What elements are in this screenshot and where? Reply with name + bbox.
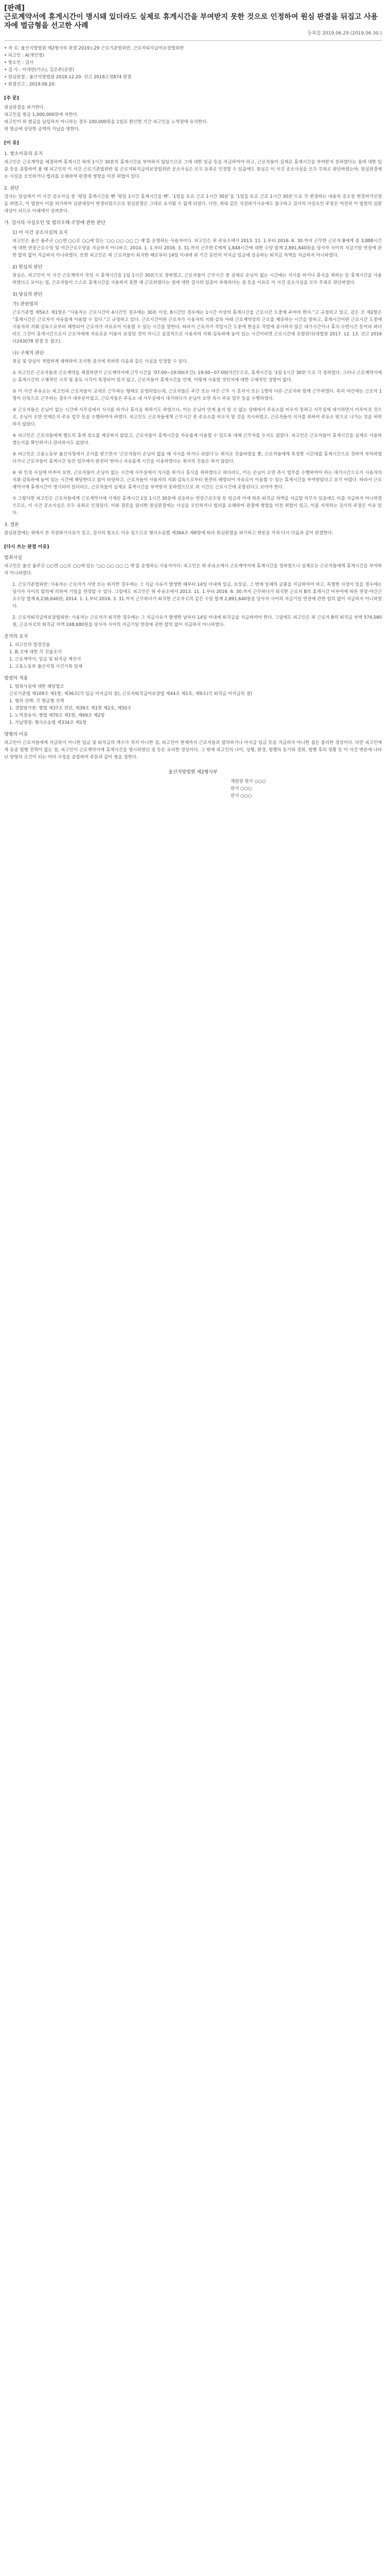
case-meta: [4, 45, 382, 88]
factual-error-heading: 가. 검사의 사실오인 및 법리오해 주장에 관한 판단: [4, 221, 106, 226]
fact-item: ⑦ 그렇다면 피고인은 근로자들에게 근로계약서에 기재된 휴게시간 1일 1시간 30분에 상응하는 연장근로수당 등 임금과 이에 따른 퇴직금 차액을 지급할 의무가 있음에도 이를 지급하지 아니하였으므로, 이 사건 공소사실은 모두 유죄로 인정된다. 이와 결론을 달리한 원심판결에는 사실을 오인하거나 법리를 오해하여 판결에 영향을 미친 위법이 있고, 이를 지적하는 검사의 주장은 이유 있다.: [12, 496, 382, 516]
meta-line: • 검 사 : 이대연(기소), 김은주(공판): [4, 67, 74, 73]
lower-court-text: 원심은, 피고인이 이 사건 근로계약서 작성 시 휴게시간을 1일 1시간 30분으로 정하였고, 근로자들이 근무시간 중 실제로 손님이 없는 시간에는 식사를 하거나 휴식을 취하는 등 휴게시간을 사용하였다고 보이는 점, 근로자들이 스스로 휴게시간을 사용하지 못한 채 근로하였다는 점에 대한 검사의 입증이 부족하다는 점 등을 이유로 이 사건 공소사실을 모두 무죄로 판단하였다.: [12, 273, 382, 285]
crime-fact-item: 1. 근로기준법위반: 사용자는 근로자가 사망 또는 퇴직한 경우에는 그 지급 사유가 발생한 때부터 14일 이내에 임금, 보상금, 그 밖에 일체의 금품을 지급하여야 하고, 특별한 사정이 있을 경우에는 당사자 사이의 합의에 의하여 기일을 연장할 수 있다. 그럼에도 피고인은 위 주유소에서 2013. 11. 1.부터 2016. 6. 30.까지 근무하다가 퇴직한 근로자 B의 휴게시간 미부여에 따른 연장·야간근로수당 합계 6,236,640원, 2014. 1. 1.부터 2016. 3. 31.까지 근무하다가 퇴직한 근로자 C의 같은 수당 합계 2,891,640원을 당사자 사이의 지급기일 연장에 관한 합의 없이 지급하지 아니하였다.: [12, 582, 382, 609]
law-item: 1. 형의 선택: 각 벌금형 선택: [9, 699, 64, 704]
sentencing-heading: 양형의 이유: [4, 732, 28, 737]
meta-line: • 피고인 : A(개인명): [4, 53, 44, 58]
indictment-summary-text: 피고인은 울산 울주군 ○○면 ○○로 ○○에 있는 ‘○○ ○○ ○○ □ 재’를 운영하는 사용자이다. 피고인은 위 주유소에서 2013. 11. 1.부터 2016. 6. 30.까지 근무한 근로자 B에게 총 3,888시간에 대한 연장근로수당 및 야간근로수당을 지급하지 아니하고, 2014. 1. 1.부터 2016. 3. 31.까지 근무한 C에게 1,848시간에 대한 수당 합계 2,891,640원을 당사자 사이의 지급기일 연장에 관한 합의 없이 지급하지 아니하였다. 또한 피고인은 위 근로자들이 퇴직한 때로부터 14일 이내에 위 기간 동안의 미지급 임금에 상응하는 퇴직금 차액을 지급하지 아니하였다.: [12, 239, 382, 258]
judge-line: 판사 ○○○: [231, 786, 252, 791]
evidence-item: 1. B, C에 대한 각 진술조서: [9, 650, 62, 655]
header-divider: [4, 40, 382, 41]
order-line: 위 벌금에 상당한 금액의 가납을 명한다.: [4, 127, 80, 132]
appeal-grounds-text: 피고인은 근로계약을 체결하며 휴게시간 외에 1시간 30분의 휴게시간을 부여하지 않았으므로 그에 대한 임금 등을 지급하여야 하고, 근로자들이 실제로 휴게시간을 부여받지 못하였다는 점에 대한 입증 등을 종합하여 볼 때 피고인의 이 사건 근로기준법위반 및 근로자퇴직급여보장법위반 공소사실은 모두 유죄로 인정할 수 있음에도 원심은 이 사건 공소사실을 모두 무죄로 판단하였는바, 원심판결에는 사실을 오인하거나 법리를 오해하여 판결에 영향을 미친 위법이 있다.: [4, 160, 382, 179]
evidence-list: [9, 641, 382, 670]
fact-item: ⑥ 위 인정 사실에 비추어 보면, 근로자들이 손님이 없는 시간에 사무실에서 식사를 하거나 휴식을 취하였다고 하더라도, 이는 손님이 오면 즉시 업무를 수행하여야 하는 대기시간으로서 사용자의 지휘·감독하에 놓여 있는 시간에 해당한다고 봄이 타당하고, 근로자들이 사용자의 지휘·감독으로부터 완전히 해방되어 자유로이 이용할 수 있는 휴게시간을 부여받았다고 보기 어렵다. 따라서 근로계약서에 휴게시간이 명시되어 있더라도, 근로자들이 실제로 휴게시간을 부여받지 못하였으므로 위 시간은 근로시간에 포함된다고 보아야 한다.: [12, 470, 382, 490]
crime-fact-item: 2. 근로자퇴직급여보장법위반: 사용자는 근로자가 퇴직한 경우에는 그 지급사유가 발생한 날부터 14일 이내에 퇴직금을 지급하여야 한다. 그럼에도 피고인은 위 근로자 B의 퇴직금 차액 574,080원, 근로자 C의 퇴직금 차액 248,680원을 당사자 사이의 지급기일 연장에 관한 합의 없이 지급하지 아니하였다.: [12, 615, 382, 628]
facts-intro-text: 원심 및 당심이 적법하게 채택하여 조사한 증거에 의하면 다음과 같은 사실을 인정할 수 있다.: [12, 359, 188, 364]
law-item: 근로기준법 제109조 제1항, 제36조(각 임금 미지급의 점), 근로자퇴직급여보장법 제44조 제1호, 제9조(각 퇴직금 미지급의 점): [9, 691, 252, 697]
order-line: 원심판결을 파기한다.: [4, 105, 45, 110]
document-label: [판례]: [4, 4, 25, 12]
judge-line: 재판장 판사 ○○○: [231, 779, 266, 784]
appeal-grounds-heading: 1. 항소이유의 요지: [4, 151, 43, 157]
judgment-intro-text: 검사는 당심에서 이 사건 공소사실 중 ‘평일 휴게시간을 뺀 ‘평일 1시간 휴게시간을 뺀’, ‘1일을 토요 근로 1시간 30분’을 ‘1일을 토요 근로 1시간 30분’으로 각 변경하는 내용의 공소장 변경허가신청을 하였고, 이 법원이 이를 허가하여 심판대상이 변경되었으므로 원심판결은 그대로 유지될 수 없게 되었다. 다만, 위와 같은 직권파기사유에도 불구하고 검사의 사실오인 주장은 여전히 이 법원의 심판대상이 되므로 아래에서 살펴본다.: [4, 194, 382, 214]
fact-item: ③ 근로자들은 손님이 없는 시간에 사무실에서 식사를 하거나 휴식을 취하기도 하였으나, 이는 손님이 언제 올지 알 수 없는 상태에서 주유소를 비우지 못하고 사무실에 대기하면서 이루어진 것으로, 손님이 오면 언제든지 주유 업무 등을 수행하여야 하였다. 피고인도 근로자들에게 근무시간 중 주유소를 비우지 말 것을 지시하였고, 근로자들이 식사를 위하여 주유소 밖으로 나가는 것을 허락하지 않았다.: [12, 408, 382, 427]
fact-item: ① 피고인은 근로자들과 근로계약을 체결하면서 근로계약서에 근무시간을 ‘07:00~19:00(주간), 19:00~07:00(야간)’으로, 휴게시간을 ‘1일 1시간 30분’으로 각 정하였다. 그러나 근로계약서에는 휴게시간의 구체적인 시작 및 종료 시각이 특정되어 있지 않고, 근로자들이 휴게시간을 언제, 어떻게 사용할 것인지에 대한 구체적인 정함이 없다.: [12, 370, 382, 383]
sentencing-text: 피고인이 근로자들에게 지급하지 아니한 임금 및 퇴직금의 액수가 적지 아니한 점, 피고인이 현재까지 근로자들과 합의하거나 미지급 임금 등을 지급하지 아니한 점은 불리한 정상이다. 다만 피고인에게 동종 범행 전력이 없는 점, 피고인이 근로계약서에 휴게시간을 명시하였던 점 등은 유리한 정상이다. 그 밖에 피고인의 나이, 성행, 환경, 범행의 동기와 경위, 범행 후의 정황 등 이 사건 변론에 나타난 양형의 조건이 되는 여러 사정을 종합하여 주문과 같이 형을 정한다.: [4, 740, 382, 760]
document-header: [4, 4, 382, 36]
fact-item: ② 이 사건 주유소는 피고인과 근로자들이 교대로 근무하는 형태로 운영되었는데, 근로자들은 주간 또는 야간 근무 시 혼자서 또는 1명의 다른 근로자와 함께 근무하였다. 특히 야간에는 근로자 1명이 단독으로 근무하는 경우가 대부분이었고, 근로자들은 주유소 내 사무실에서 대기하다가 손님이 오면 즉시 주유 업무 등을 수행하였다.: [12, 389, 382, 401]
lower-court-heading: 2) 원심의 판단: [12, 265, 43, 270]
fact-item: ④ 피고인은 근로자들에게 별도의 휴게 장소를 제공하지 않았고, 근로자들이 휴게시간을 자유롭게 이용할 수 있도록 대체 근무자를 두지도 않았다. 피고인은 근로자들이 휴게시간을 실제로 사용하였는지를 확인하거나 관리하지도 않았다.: [12, 433, 382, 446]
evidence-item: 1. 피고인의 법정진술: [9, 642, 50, 648]
registration-date: 등록일 2019.06.29 (2019.06.30.): [307, 31, 382, 36]
meta-line: • 자 료: 울산지방법원 제2형사부 판결 2019노29 근로기준법위반, 근로자퇴직급여보장법위반: [4, 46, 184, 51]
evidence-item: 1. 고용노동부 울산지청 사건기록 일체: [9, 664, 83, 669]
legal-principles-heading: 가) 관련법리: [12, 302, 38, 307]
order-line: 피고인을 벌금 1,000,000원에 처한다.: [4, 112, 79, 117]
appellate-judgment-heading: 3) 당심의 판단: [12, 292, 43, 297]
indictment-summary-heading: 1) 이 사건 공소사실의 요지: [12, 230, 68, 235]
law-item: 1. 경합범가중: 형법 제37조 전단, 제38조 제1항 제2호, 제50조: [9, 706, 132, 711]
legal-principles-text: 근로기준법 제54조 제1항은 “사용자는 근로시간이 4시간인 경우에는 30분 이상, 8시간인 경우에는 1시간 이상의 휴게시간을 근로시간 도중에 주어야 한다.”고 규정하고 있고, 같은 조 제2항은 “휴게시간은 근로자가 자유롭게 이용할 수 있다.”고 규정하고 있다. 근로시간이란 근로자가 사용자의 지휘·감독 아래 근로계약상의 근로를 제공하는 시간을 말하고, 휴게시간이란 근로시간 도중에 사용자의 지휘·감독으로부터 해방되어 근로자가 자유로이 이용할 수 있는 시간을 말한다. 따라서 근로자가 작업시간 도중에 현실로 작업에 종사하지 않은 대기시간이나 휴식·수면시간 등이라 하더라도 그것이 휴게시간으로서 근로자에게 자유로운 이용이 보장된 것이 아니고 실질적으로 사용자의 지휘·감독하에 놓여 있는 시간이라면 근로시간에 포함된다(대법원 2017. 12. 13. 선고 2016다243078 판결 등 참조).: [12, 310, 382, 344]
law-item: 1. 노역장유치: 형법 제70조 제1항, 제69조 제2항: [9, 713, 105, 718]
order-heading: [주 문]: [4, 96, 19, 101]
rewritten-reason-heading: [다시 쓰는 판결 이유]: [4, 545, 49, 550]
reason-heading: [이 유]: [4, 141, 19, 146]
crime-facts-heading: 범죄사실: [4, 555, 22, 561]
order-block: [4, 104, 382, 133]
conclusion-heading: 3. 결론: [4, 522, 19, 528]
meta-line: • 판결선고 : 2019.06.20.: [4, 82, 56, 87]
law-item: 1. 가납명령: 형사소송법 제334조 제1항: [9, 720, 87, 725]
order-line: 피고인이 위 벌금을 납입하지 아니하는 경우 100,000원을 1일로 환산한 기간 피고인을 노역장에 유치한다.: [4, 120, 208, 125]
law-list: [9, 683, 382, 726]
conclusion-text: 원심판결에는 위에서 본 직권파기사유가 있고, 검사의 항소도 이유 있으므로 형사소송법 제364조 제6항에 따라 원심판결을 파기하고 변론을 거쳐 다시 다음과 같이 판결한다.: [4, 531, 334, 536]
judges-list: [231, 778, 382, 800]
court-signature: 울산지방법원 제2형사부: [168, 770, 218, 775]
document-title: 근로계약서에 휴게시간이 명시돼 있더라도 실제로 휴게시간을 부여받지 못한 것으로 인정하여 원심 판결을 뒤집고 사용자에 벌금형을 선고한 사례: [4, 13, 378, 30]
law-application-heading: 법령의 적용: [4, 676, 28, 681]
evidence-item: 1. 근로계약서, 임금 및 퇴직금 계산서: [9, 657, 81, 662]
meta-line: • 원심판결 : 울산지방법원 2018.12.20. 선고 2018고정874 판결: [4, 75, 132, 80]
judgment-heading: 2. 판단: [4, 186, 19, 191]
evidence-heading: 증거의 요지: [4, 634, 28, 639]
fact-item: ⑤ 피고인은 고용노동부 울산지청에서 조사를 받으면서 ‘근로자들이 손님이 없을 때 식사를 하거나 쉬었다’는 취지로 진술하였을 뿐, 근로자들에게 특정한 시간대를 휴게시간으로 정하여 부여하였다거나 근로자들이 휴게시간 동안 업무에서 완전히 벗어나 자유롭게 시간을 이용하였다는 취지의 진술은 하지 않았다.: [12, 452, 382, 464]
crime-facts-text: 피고인은 울산 울주군 ○○면 ○○로 ○○에 있는 ‘○○ ○○ ○○ □ 재’를 운영하는 사용자이다. 피고인은 위 주유소에서 근로계약서에 휴게시간을 정하였으나 실제로는 근로자들에게 휴게시간을 부여하지 아니하였다.: [4, 564, 382, 576]
meta-line: • 항소인 : 검사: [4, 60, 34, 65]
specific-judgment-heading: 나) 구체적 판단: [12, 351, 44, 356]
judge-line: 판사 ○○○: [231, 793, 252, 799]
law-item: 1. 범죄사실에 대한 해당법조: [9, 684, 64, 689]
